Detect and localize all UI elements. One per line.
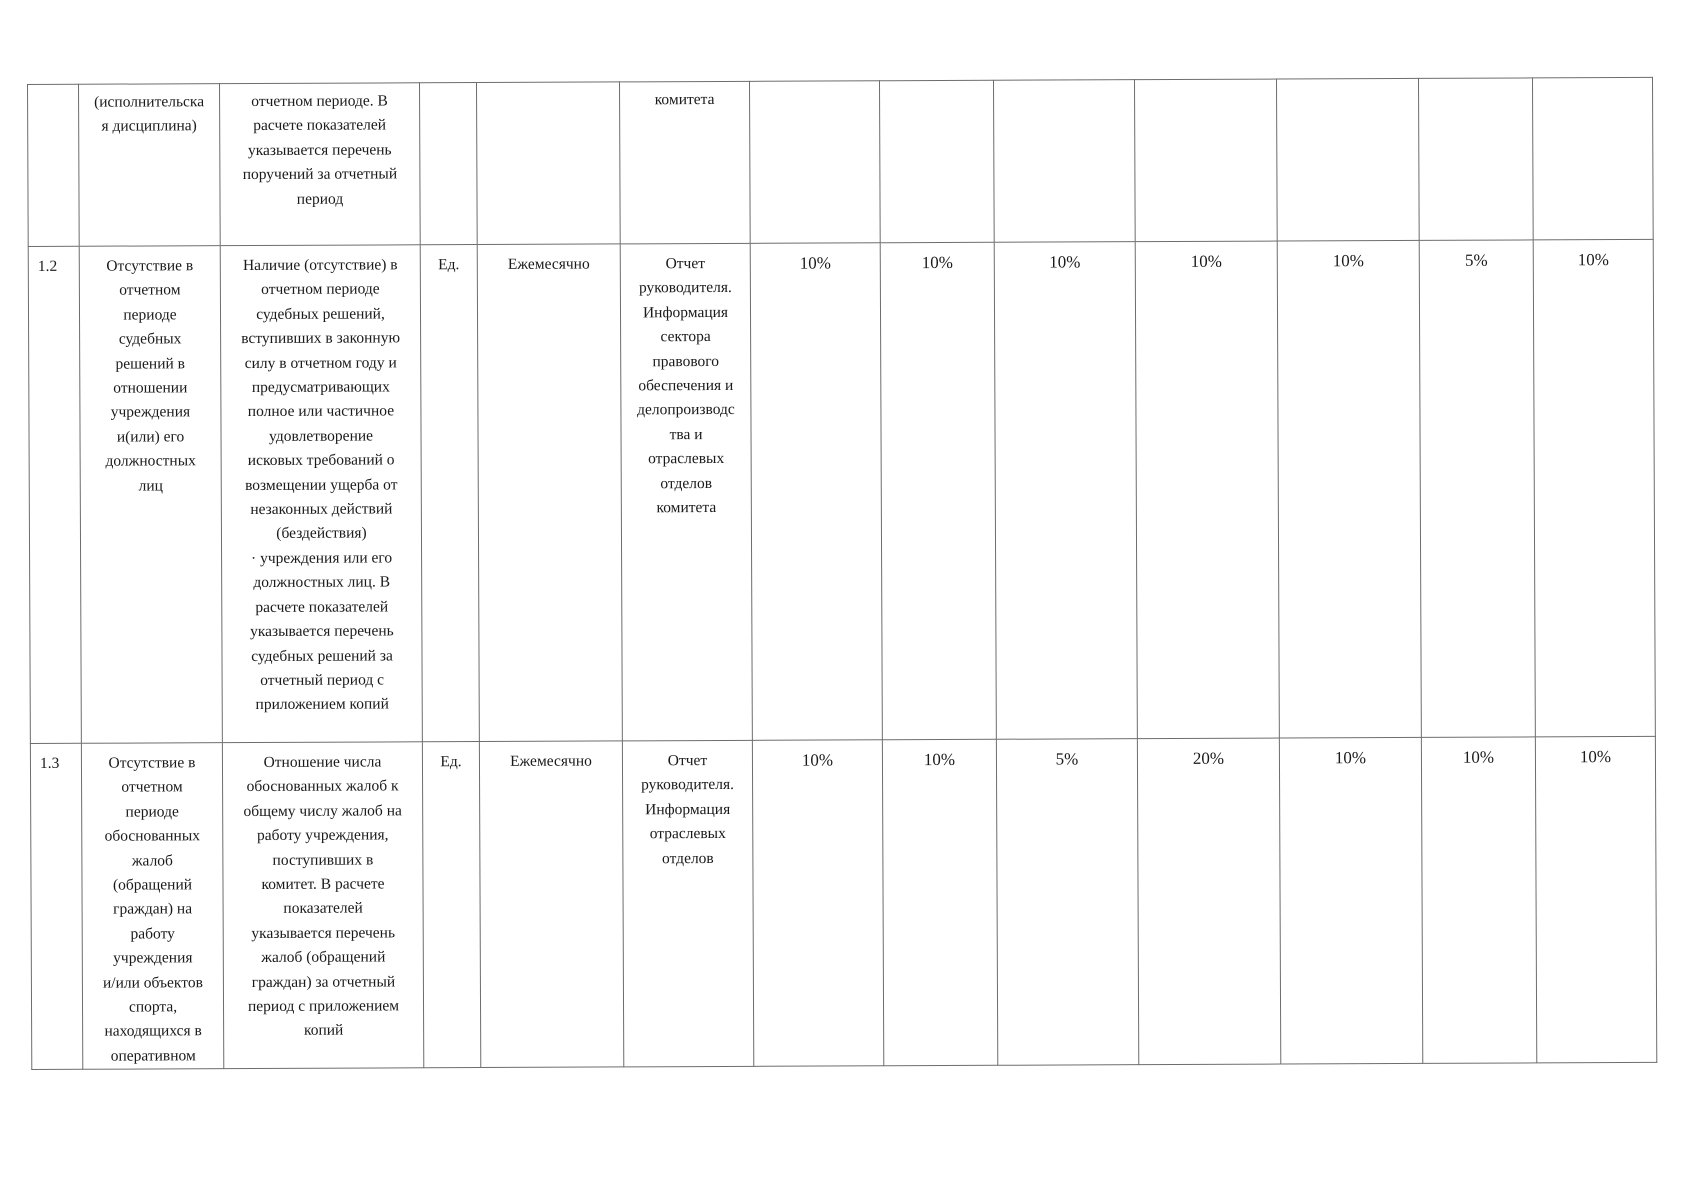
table-row bbox=[28, 77, 1654, 246]
indicator-name: Отсутствие в отчетном периоде обоснованных жалоб (обращений граждан) на работу учреждения и/или объектов спорта, находящихся в оперативном bbox=[81, 743, 223, 1070]
indicators-table bbox=[27, 77, 1657, 1070]
value-cell: 10% bbox=[752, 740, 883, 1067]
value-cell: 10% bbox=[882, 739, 997, 1066]
indicator-description: отчетном периоде. В расчете показателей указывается перечень поручений за отчетный период bbox=[220, 83, 421, 246]
value-cell: 10% bbox=[1533, 239, 1655, 737]
value-cell bbox=[749, 81, 880, 244]
value-cell: 10% bbox=[994, 242, 1137, 740]
unit-cell bbox=[419, 83, 477, 245]
frequency-cell: Ежемесячно bbox=[477, 244, 622, 742]
indicator-description: Отношение числа обоснованных жалоб к общему числу жалоб на работу учреждения, поступивших в комитет. В расчете показателей указывается перечень жалоб (обращений граждан) за отчетный период с приложением копий bbox=[222, 742, 423, 1069]
value-cell bbox=[1276, 78, 1419, 241]
value-cell: 5% bbox=[996, 739, 1138, 1066]
unit-cell: Ед. bbox=[422, 742, 480, 1069]
value-cell: 10% bbox=[1277, 240, 1421, 738]
value-cell: 10% bbox=[1535, 736, 1656, 1063]
value-cell bbox=[1418, 78, 1533, 240]
value-cell: 20% bbox=[1137, 738, 1280, 1065]
value-cell: 10% bbox=[1135, 241, 1279, 739]
unit-cell: Ед. bbox=[420, 245, 479, 742]
value-cell: 10% bbox=[750, 243, 882, 741]
value-cell bbox=[1532, 77, 1653, 240]
value-cell: 5% bbox=[1419, 240, 1535, 737]
source-cell: комитета bbox=[619, 81, 750, 244]
table-row bbox=[30, 736, 1656, 1069]
value-cell: 10% bbox=[1279, 737, 1422, 1064]
source-cell: Отчет руководителя. Информация сектора правового обеспечения и делопроизводс тва и отраслевых отделов комитета bbox=[620, 243, 752, 741]
row-number: 1.2 bbox=[28, 246, 81, 743]
value-cell bbox=[1134, 79, 1277, 242]
indicator-name: (исполнительска я дисциплина) bbox=[79, 84, 221, 247]
row-number bbox=[28, 84, 80, 246]
row-number: 1.3 bbox=[30, 743, 82, 1070]
table-row bbox=[28, 239, 1655, 743]
value-cell: 10% bbox=[880, 242, 996, 739]
indicator-name: Отсутствие в отчетном периоде судебных решений в отношении учреждения и(или) его должностных лиц bbox=[79, 246, 222, 744]
value-cell bbox=[993, 80, 1135, 243]
value-cell bbox=[879, 80, 994, 242]
value-cell: 10% bbox=[1421, 737, 1536, 1064]
indicator-description: Наличие (отсутствие) в отчетном периоде судебных решений, вступивших в законную силу в отчетном году и предусматривающих полное или частичное удовлетворение исковых требований о возмещении ущерба от незаконных действий (бездействия) · учреждения или его должностных лиц. В расчете показателей указывается перечень судебных решений за отчетный период с приложением копий bbox=[220, 245, 422, 743]
frequency-cell: Ежемесячно bbox=[479, 741, 623, 1068]
source-cell: Отчет руководителя. Информация отраслевых отделов bbox=[622, 740, 753, 1067]
frequency-cell bbox=[476, 82, 620, 245]
